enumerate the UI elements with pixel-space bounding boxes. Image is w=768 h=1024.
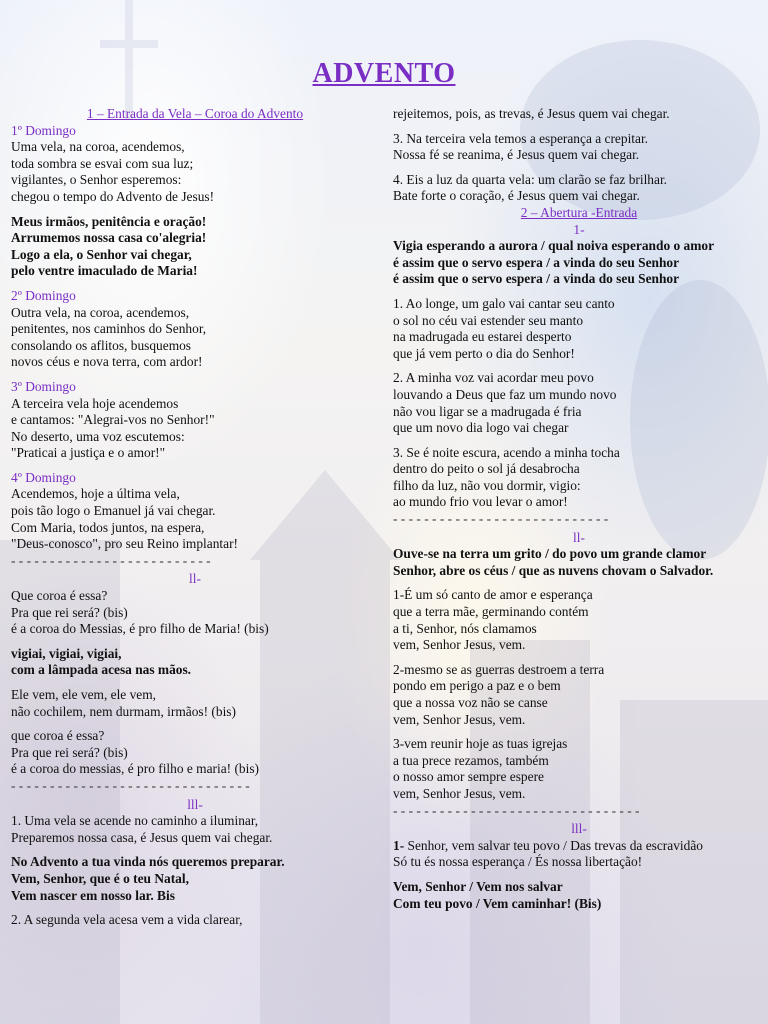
verse-line: Nossa fé se reanima, é Jesus quem vai chegar. (393, 147, 640, 163)
verse-line: que coroa é essa? (11, 728, 105, 744)
verse-line: o nosso amor sempre espere (393, 769, 544, 785)
verse-line: Ele vem, ele vem, ele vem, (11, 687, 157, 702)
verse-line: novos céus e nova terra, com ardor! (11, 354, 203, 370)
verse-line: consolando os aflitos, busquemos (11, 337, 192, 353)
domingo-2 (11, 288, 379, 371)
verse-line: 3. Se é noite escura, acendo a minha tocha (393, 444, 620, 460)
part-3-label: lll- (571, 821, 587, 837)
verse-line: não vou ligar se a madrugada é fria (393, 403, 582, 419)
verse-line: que a terra mãe, germinando contém (393, 604, 589, 620)
domingo-1-label: 1º Domingo (11, 122, 76, 138)
verse-line: que um novo dia logo vai chegar (393, 420, 569, 436)
section-3-label: lll- (187, 796, 203, 812)
right-column (393, 106, 765, 920)
verse-line: "Praticai a justiça e o amor!" (11, 445, 166, 461)
verse (393, 445, 765, 511)
verse-text: Senhor, vem salvar teu povo / Das trevas da escravidão (404, 837, 703, 853)
verse-line: toda sombra se esvai com sua luz; (11, 155, 194, 171)
verse-line: a tua prece rezamos, também (393, 752, 549, 768)
verse-line: 2-mesmo se as guerras destroem a terra (393, 661, 605, 677)
verse-line (393, 838, 765, 855)
verse-line: vem, Senhor Jesus, vem. (393, 637, 526, 653)
verse (393, 838, 765, 871)
refrain-line: Senhor, abre os céus / que as nuvens chovam o Salvador. (393, 562, 714, 578)
verse (11, 588, 379, 638)
verse-line: 4. Eis a luz da quarta vela: um clarão se faz brilhar. (393, 171, 668, 187)
verse (11, 813, 379, 846)
verse-line: o sol no céu vai estender seu manto (393, 312, 584, 328)
refrain (11, 854, 379, 904)
verse (393, 662, 765, 728)
verse-line: Bate forte o coração, é Jesus quem vai chegar. (393, 188, 640, 204)
verse-line: é a coroa do messias, é pro filho e maria! (bis) (11, 761, 260, 777)
domingo-1 (11, 123, 379, 206)
refrain-line: é assim que o servo espera / a vinda do seu Senhor (393, 254, 680, 270)
verse-line: 3-vem reunir hoje as tuas igrejas (393, 736, 568, 752)
refrain-line: Arrumemos nossa casa co'alegria! (11, 230, 207, 246)
section-heading-entrada: 1 – Entrada da Vela – Coroa do Advento (86, 106, 304, 121)
domingo-2-label: 2º Domingo (11, 287, 76, 303)
verse-line: vem, Senhor Jesus, vem. (393, 711, 526, 727)
verse (393, 106, 765, 123)
separator: - - - - - - - - - - - - - - - - - - - - - - - - - - - - (393, 511, 609, 527)
verse-line: 2. A segunda vela acesa vem a vida clarear, (11, 912, 243, 928)
refrain (11, 214, 379, 280)
refrain-line: pelo ventre imaculado de Maria! (11, 263, 198, 279)
refrain (393, 238, 765, 288)
domingo-3-label: 3º Domingo (11, 378, 76, 394)
verse-line: Acendemos, hoje a última vela, (11, 486, 180, 502)
verse (393, 370, 765, 436)
verse-line: é a coroa do Messias, é pro filho de Maria! (bis) (11, 621, 269, 637)
domingo-4-label: 4º Domingo (11, 469, 76, 485)
separator: - - - - - - - - - - - - - - - - - - - - - - - - - - - - - - - (11, 777, 250, 793)
page-title: ADVENTO (312, 58, 456, 89)
separator: - - - - - - - - - - - - - - - - - - - - - - - - - - - - - - - - (393, 802, 640, 818)
refrain-line: No Advento a tua vinda nós queremos preparar. (11, 854, 285, 870)
left-column (11, 106, 379, 937)
verse-line: 1. Ao longe, um galo vai cantar seu canto (393, 295, 615, 311)
verse (393, 131, 765, 164)
refrain-line: Meus irmãos, penitência e oração! (11, 213, 207, 229)
refrain-line: Ouve-se na terra um grito / do povo um grande clamor (393, 546, 707, 562)
verse-line: 3. Na terceira vela temos a esperança a crepitar. (393, 130, 649, 146)
verse-line: Uma vela, na coroa, acendemos, (11, 139, 185, 155)
refrain-line: Vigia esperando a aurora / qual noiva esperando o amor (393, 238, 715, 254)
part-1-label: 1- (573, 221, 585, 237)
refrain-line: é assim que o servo espera / a vinda do seu Senhor (393, 271, 680, 287)
verse-line: e cantamos: "Alegrai-vos no Senhor!" (11, 412, 215, 428)
verse-line: vem, Senhor Jesus, vem. (393, 785, 526, 801)
verse-line: Pra que rei será? (bis) (11, 744, 128, 760)
verse (393, 296, 765, 362)
verse (393, 736, 765, 802)
verse-line: a ti, Senhor, nós clamamos (393, 620, 537, 636)
refrain-line: com a lâmpada acesa nas mãos. (11, 662, 192, 678)
verse-line: Que coroa é essa? (11, 588, 108, 604)
verse-line: não cochilem, nem durmam, irmãos! (bis) (11, 703, 236, 719)
verse-line: vigilantes, o Senhor esperemos: (11, 172, 182, 188)
refrain (11, 646, 379, 679)
refrain-line: Vem nascer em nosso lar. Bis (11, 887, 175, 903)
verse-line: rejeitemos, pois, as trevas, é Jesus quem vai chegar. (393, 106, 670, 121)
separator: - - - - - - - - - - - - - - - - - - - - - - - - - - (11, 552, 211, 568)
verse-line: Preparemos nossa casa, é Jesus quem vai chegar. (11, 829, 273, 845)
refrain-line: Com teu povo / Vem caminhar! (Bis) (393, 895, 602, 911)
verse-line: que a nossa voz não se canse (393, 695, 548, 710)
section-2-label: ll- (189, 571, 201, 587)
part-2-label: ll- (573, 529, 585, 545)
verse-line: 1-É um só canto de amor e esperança (393, 587, 593, 603)
verse-line: Só tu és nossa esperança / És nossa libertação! (393, 854, 643, 870)
verse-line: A terceira vela hoje acendemos (11, 395, 179, 411)
domingo-3 (11, 379, 379, 462)
verse-line: na madrugada eu estarei desperto (393, 329, 572, 345)
verse-number: 1- (393, 837, 405, 853)
verse-line: penitentes, nos caminhos do Senhor, (11, 321, 207, 337)
verse-line: Pra que rei será? (bis) (11, 604, 128, 620)
verse (393, 587, 765, 653)
verse (393, 172, 765, 205)
verse-line: 2. A minha voz vai acordar meu povo (393, 370, 594, 386)
verse-line: pondo em perigo a paz e o bem (393, 678, 561, 694)
domingo-4 (11, 470, 379, 553)
verse-line: chegou o tempo do Advento de Jesus! (11, 188, 215, 204)
refrain-line: Logo a ela, o Senhor vai chegar, (11, 246, 192, 262)
refrain-line: Vem, Senhor, que é o teu Natal, (11, 870, 189, 886)
verse-line: Outra vela, na coroa, acendemos, (11, 304, 190, 320)
verse-line: filho da luz, não vou dormir, vigio: (393, 477, 581, 493)
verse (11, 728, 379, 778)
refrain (393, 546, 765, 579)
verse-line: 1. Uma vela se acende no caminho a iluminar, (11, 813, 259, 829)
verse-line: ao mundo frio vou levar o amor! (393, 494, 568, 510)
verse-line: louvando a Deus que faz um mundo novo (393, 386, 617, 402)
verse (11, 687, 379, 720)
refrain (393, 879, 765, 912)
verse-line: "Deus-conosco", pro seu Reino implantar! (11, 536, 238, 552)
section-heading-abertura: 2 – Abertura -Entrada (520, 204, 638, 220)
verse-line: que já vem perto o dia do Senhor! (393, 345, 575, 361)
verse (11, 912, 379, 929)
verse-line: dentro do peito o sol já desabrocha (393, 461, 580, 477)
verse-line: pois tão logo o Emanuel já vai chegar. (11, 503, 216, 519)
verse-line: No deserto, uma voz escutemos: (11, 428, 185, 444)
refrain-line: Vem, Senhor / Vem nos salvar (393, 878, 563, 894)
refrain-line: vigiai, vigiai, vigiai, (11, 645, 122, 661)
verse-line: Com Maria, todos juntos, na espera, (11, 519, 205, 535)
